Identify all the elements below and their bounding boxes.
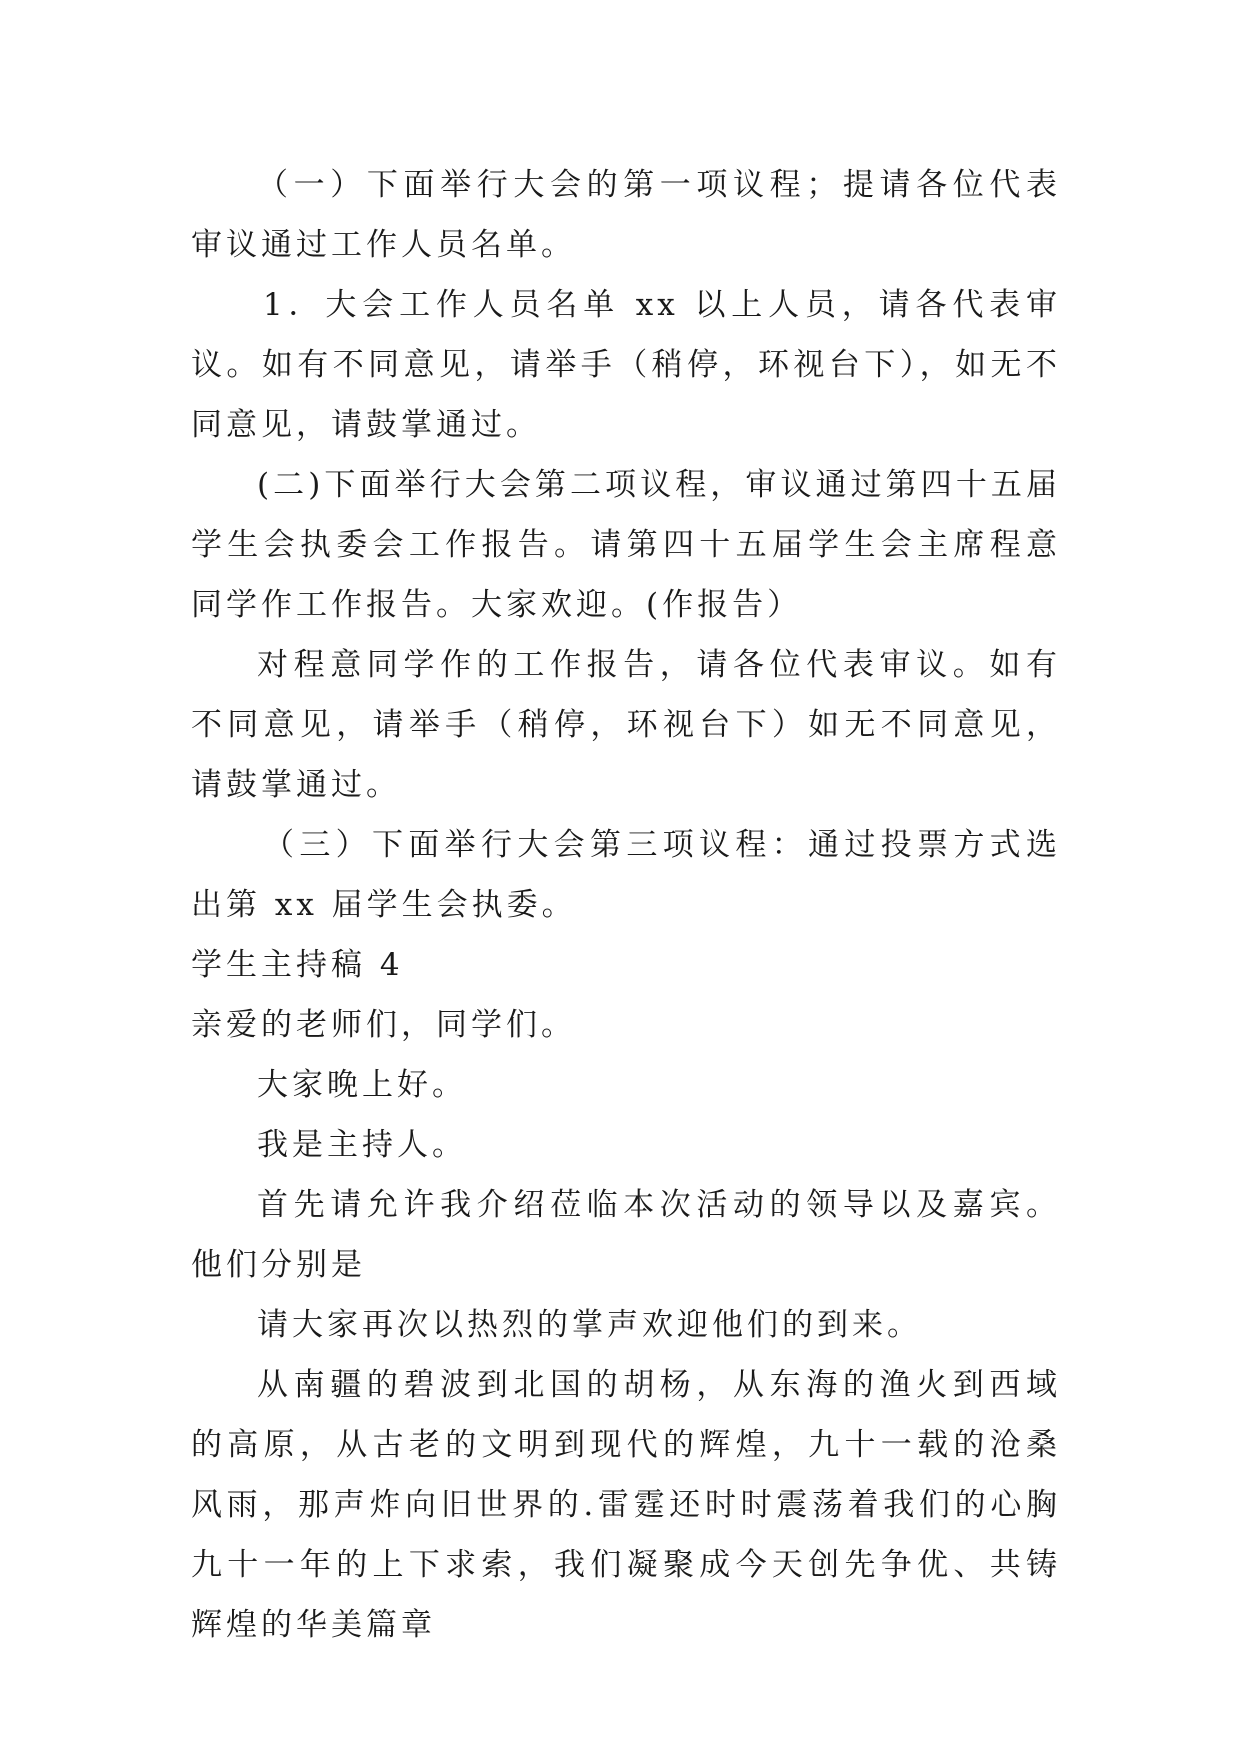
paragraph-greeting: 亲爱的老师们，同学们。 — [191, 1007, 576, 1043]
section-heading: 学生主持稿 4 — [191, 947, 404, 983]
paragraph-good-evening: 大家晚上好。 — [257, 1067, 467, 1103]
paragraph-agenda-two: (二)下面举行大会第二项议程，审议通过第四十五届学生会执委会工作报告。请第四十五届学生会主席程意同学作工作报告。大家欢迎。(作报告） — [191, 467, 1061, 623]
paragraph-applause: 请大家再次以热烈的掌声欢迎他们的到来。 — [257, 1307, 922, 1343]
paragraph-guests-intro: 首先请允许我介绍莅临本次活动的领导以及嘉宾。他们分别是 — [191, 1187, 1061, 1283]
paragraph-agenda-one: （一）下面举行大会的第一项议程；提请各位代表审议通过工作人员名单。 — [191, 167, 1061, 263]
paragraph-history: 从南疆的碧波到北国的胡杨，从东海的渔火到西域的高原，从古老的文明到现代的辉煌，九十一载的沧桑风雨，那声炸向旧世界的.雷霆还时时震荡着我们的心胸九十一年的上下求索，我们凝聚成今天创先争优、共铸辉煌的华美篇章 — [191, 1367, 1061, 1643]
paragraph-host-intro: 我是主持人。 — [257, 1127, 467, 1163]
paragraph-staff-list: 1．大会工作人员名单 xx 以上人员，请各代表审议。如有不同意见，请举手（稍停，环视台下），如无不同意见，请鼓掌通过。 — [191, 287, 1061, 443]
paragraph-report-review: 对程意同学作的工作报告，请各位代表审议。如有不同意见，请举手（稍停，环视台下）如无不同意见，请鼓掌通过。 — [191, 647, 1061, 803]
document-body — [191, 155, 1061, 1655]
paragraph-agenda-three: （三）下面举行大会第三项议程：通过投票方式选出第 xx 届学生会执委。 — [191, 827, 1061, 923]
